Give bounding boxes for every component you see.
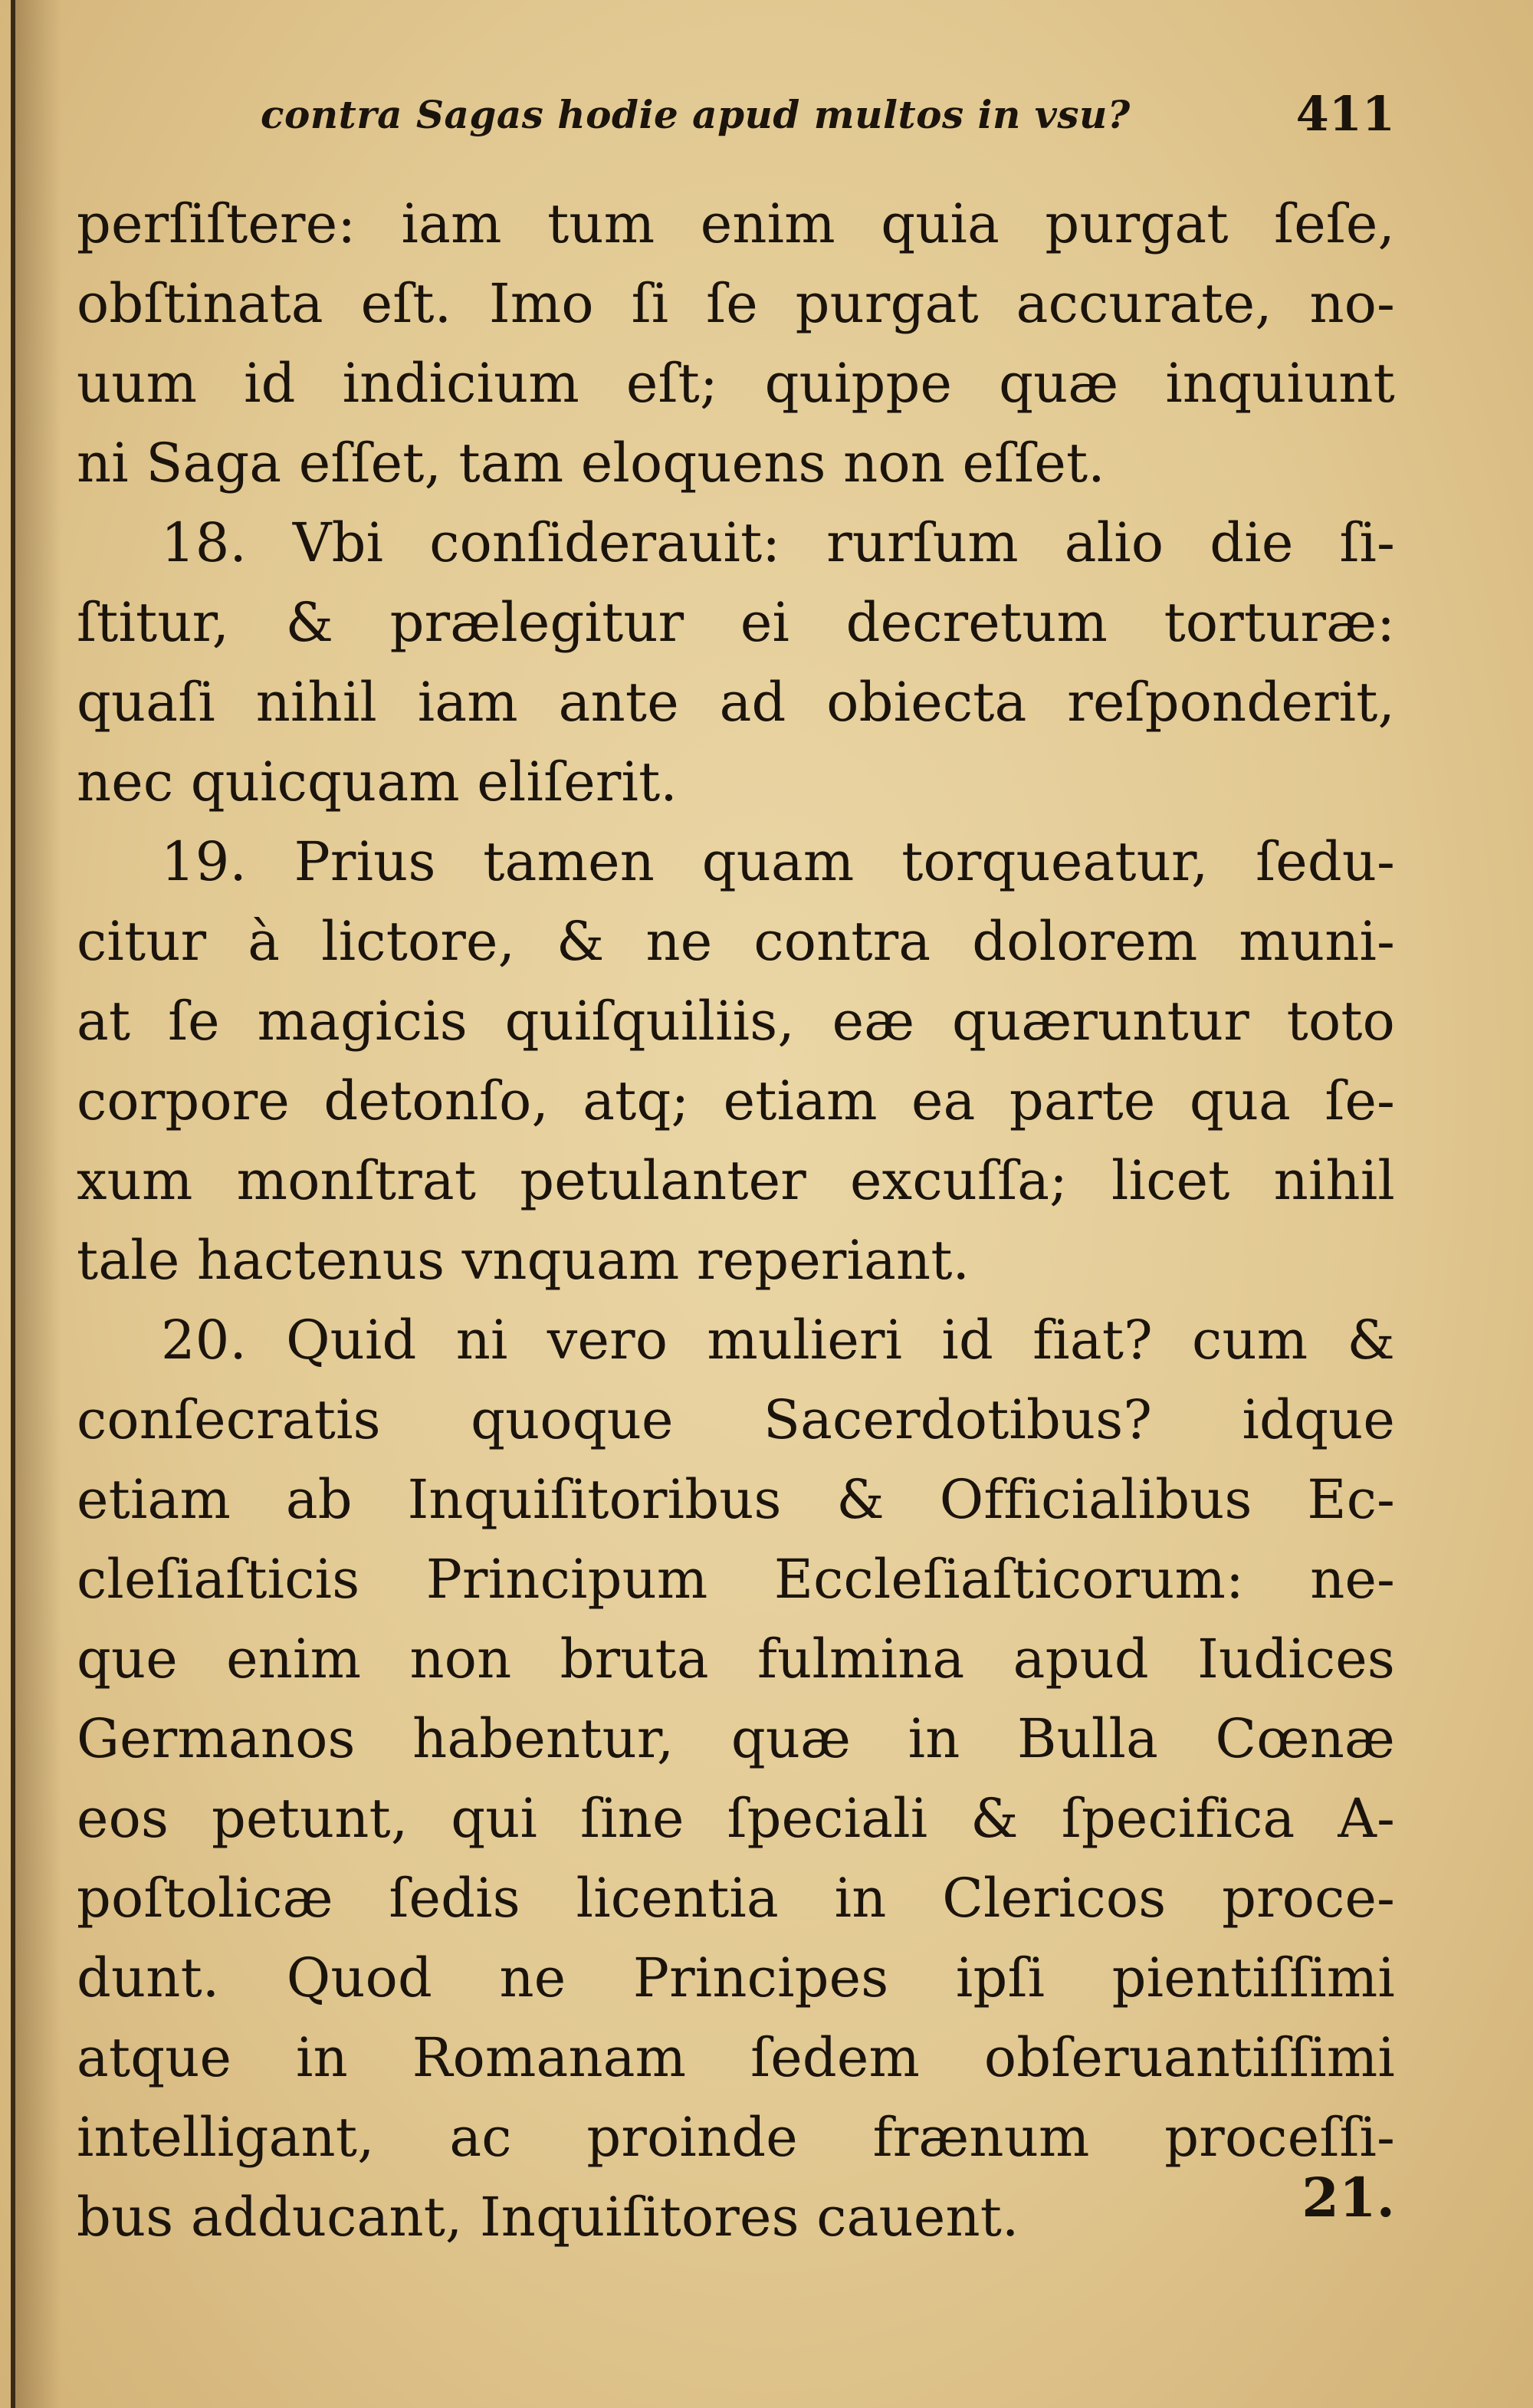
text-line: intelligant, ac proinde frænum proceſſi- bbox=[77, 2106, 1395, 2169]
text-line: Germanos habentur, quæ in Bulla Cœnæ bbox=[77, 1707, 1395, 1770]
text-block bbox=[77, 184, 1395, 2257]
text-line: que enim non bruta fulmina apud Iudices bbox=[77, 1628, 1395, 1690]
text-line: tale hactenus vnquam reperiant. bbox=[77, 1229, 970, 1292]
text-line: conſecratis quoque Sacerdotibus? idque bbox=[77, 1388, 1395, 1451]
text-line: 19. Prius tamen quam torqueatur, ſedu- bbox=[161, 830, 1395, 893]
text-line: poſtolicæ ſedis licentia in Clericos proce- bbox=[77, 1867, 1395, 1930]
text-line: etiam ab Inquiſitoribus & Officialibus Ec- bbox=[77, 1468, 1395, 1531]
text-line: 18. Vbi conſiderauit: rurſum alio die ſi- bbox=[161, 511, 1395, 574]
text-line: ſtitur, & prælegitur ei decretum torturæ: bbox=[77, 591, 1395, 654]
gutter-shadow bbox=[15, 0, 61, 2408]
text-line: atque in Romanam ſedem obſeruantiſſimi bbox=[77, 2026, 1395, 2089]
text-line: nec quicquam eliſerit. bbox=[77, 751, 678, 813]
text-line: 20. Quid ni vero mulieri id fiat? cum & bbox=[161, 1309, 1395, 1372]
text-line: bus adducant, Inquiſitores cauent. bbox=[77, 2186, 1019, 2249]
text-line: ni Saga eſſet, tam eloquens non eſſet. bbox=[77, 432, 1105, 494]
text-line: quaſi nihil iam ante ad obiecta reſponderit, bbox=[77, 671, 1395, 734]
text-line: perſiſtere: iam tum enim quia purgat ſeſe, bbox=[77, 192, 1395, 255]
text-line: at ſe magicis quiſquiliis, eæ quæruntur toto bbox=[77, 990, 1395, 1053]
page-header bbox=[261, 86, 1395, 155]
text-line: citur à lictore, & ne contra dolorem muni- bbox=[77, 910, 1395, 973]
running-head: contra Sagas hodie apud multos in vsu? bbox=[261, 92, 1131, 137]
text-line: cleſiaſticis Principum Eccleſiaſticorum: ne- bbox=[77, 1548, 1395, 1611]
text-line: dunt. Quod ne Principes ipſi pientiſſimi bbox=[77, 1946, 1395, 2009]
page-number: 411 bbox=[1295, 86, 1395, 142]
text-line: corpore detonſo, atq; etiam ea parte qua ſe- bbox=[77, 1069, 1395, 1132]
text-line: xum monſtrat petulanter excuſſa; licet nihil bbox=[77, 1149, 1395, 1212]
text-line: obſtinata eſt. Imo ſi ſe purgat accurate, no- bbox=[77, 272, 1395, 335]
catchword: 21. bbox=[1302, 2166, 1395, 2229]
text-line: uum id indicium eſt; quippe quæ inquiunt bbox=[77, 352, 1395, 415]
text-line: eos petunt, qui ſine ſpeciali & ſpecifica A- bbox=[77, 1787, 1395, 1850]
